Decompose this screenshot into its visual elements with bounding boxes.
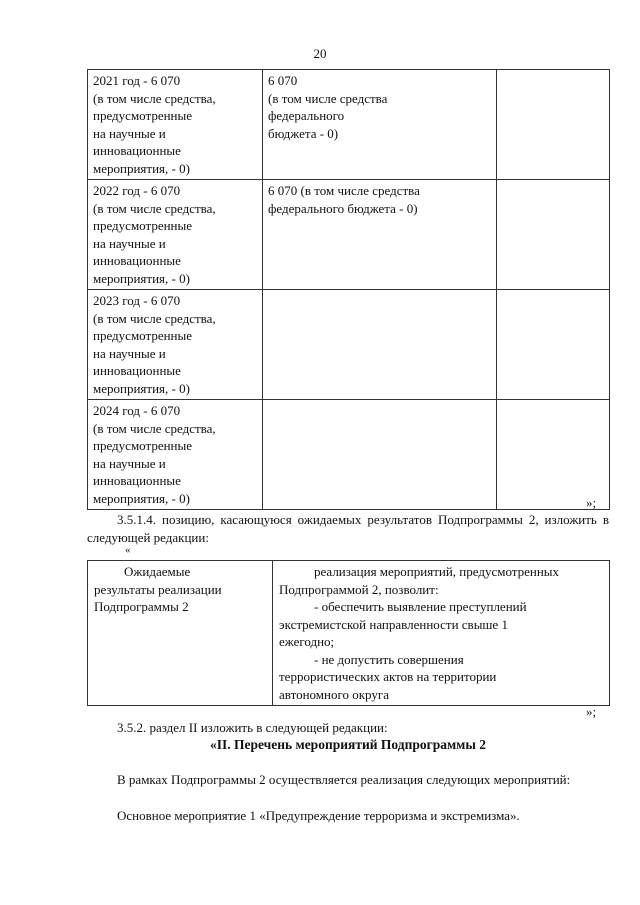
- cell-text-line: на научные и: [93, 455, 166, 471]
- funding-cell: [88, 400, 263, 510]
- cell-text-line: 2021 год - 6 070: [93, 73, 181, 88]
- funding-row: [88, 400, 610, 510]
- expected-results-label-cell: [88, 561, 273, 706]
- funding-cell: [497, 70, 610, 180]
- value-line: - не допустить совершения: [314, 651, 464, 667]
- cell-text-line: 2022 год - 6 070: [93, 183, 181, 198]
- page-number: 20: [313, 46, 327, 61]
- cell-text-line: инновационные: [93, 253, 181, 268]
- cell-text-line: на научные и: [93, 345, 166, 361]
- funding-cell: [497, 290, 610, 400]
- funding-table-body: [88, 70, 610, 510]
- cell-text-line: мероприятия, - 0): [93, 490, 190, 506]
- cell-text-line: предусмотренные: [93, 438, 193, 453]
- cell-text-line: бюджета - 0): [268, 125, 339, 141]
- cell-text-line: 6 070: [268, 73, 298, 88]
- funding-cell: [497, 400, 610, 510]
- section-heading: «II. Перечень мероприятий Подпрограммы 2: [209, 737, 487, 752]
- funding-row: [88, 180, 610, 290]
- label-line: Ожидаемые: [124, 564, 191, 579]
- expected-results-value-cell: [273, 561, 610, 706]
- cell-text-line: 6 070 (в том числе средства: [268, 183, 420, 198]
- funding-cell: [263, 400, 497, 510]
- cell-text-line: федерального бюджета - 0): [268, 200, 418, 216]
- expected-results-value: [279, 563, 603, 703]
- cell-text-line: федерального: [268, 108, 345, 123]
- cell-text-line: (в том числе средства: [268, 90, 388, 106]
- cell-text-line: на научные и: [93, 125, 166, 141]
- cell-text-line: (в том числе средства,: [93, 200, 216, 216]
- value-line: - обеспечить выявление преступлений: [314, 599, 527, 614]
- funding-cell: [497, 180, 610, 290]
- funding-cell: [263, 180, 497, 290]
- funding-cell: [88, 70, 263, 180]
- closing-quote-1: »;: [586, 495, 597, 510]
- value-line: реализация мероприятий, предусмотренных: [314, 564, 560, 579]
- funding-cell: [263, 290, 497, 400]
- cell-text-line: мероприятия, - 0): [93, 160, 190, 176]
- cell-text-line: 2024 год - 6 070: [93, 403, 181, 418]
- cell-text-line: (в том числе средства,: [93, 310, 216, 326]
- expected-results-table: [87, 560, 610, 706]
- cell-text-line: инновационные: [93, 143, 181, 158]
- funding-row: [88, 290, 610, 400]
- item-3-5-1-4: 3.5.1.4. позицию, касающуюся ожидаемых результатов Подпрограммы 2, изложить в следующей редакции:: [87, 512, 609, 545]
- item-3-5-2: 3.5.2. раздел II изложить в следующей редакции:: [117, 720, 388, 735]
- funding-cell: [263, 70, 497, 180]
- closing-quote-2: »;: [586, 704, 597, 719]
- opening-quote: «: [125, 544, 131, 556]
- label-line: Подпрограммы 2: [94, 599, 189, 614]
- cell-text-line: предусмотренные: [93, 218, 193, 233]
- cell-text-line: мероприятия, - 0): [93, 380, 190, 396]
- cell-text-line: 2023 год - 6 070: [93, 293, 181, 308]
- cell-text-line: инновационные: [93, 363, 181, 378]
- value-line: экстремистской направленности свыше 1: [279, 616, 508, 632]
- cell-text-line: мероприятия, - 0): [93, 270, 190, 286]
- cell-text-line: на научные и: [93, 235, 166, 251]
- value-line: террористических актов на территории: [279, 669, 497, 684]
- funding-cell: [88, 180, 263, 290]
- expected-results-label: [94, 563, 266, 616]
- funding-table: [87, 69, 610, 510]
- cell-text-line: предусмотренные: [93, 108, 193, 123]
- paragraph-main-activity: Основное мероприятие 1 «Предупреждение терроризма и экстремизма».: [117, 808, 520, 823]
- value-line: автономного округа: [279, 686, 389, 702]
- value-line: Подпрограммой 2, позволит:: [279, 581, 439, 597]
- cell-text-line: (в том числе средства,: [93, 420, 216, 436]
- paragraph-intro: В рамках Подпрограммы 2 осуществляется реализация следующих мероприятий:: [117, 772, 571, 787]
- funding-row: [88, 70, 610, 180]
- cell-text-line: (в том числе средства,: [93, 90, 216, 106]
- value-line: ежегодно;: [279, 634, 335, 649]
- cell-text-line: предусмотренные: [93, 328, 193, 343]
- label-line: результаты реализации: [94, 581, 222, 597]
- funding-cell: [88, 290, 263, 400]
- cell-text-line: инновационные: [93, 473, 181, 488]
